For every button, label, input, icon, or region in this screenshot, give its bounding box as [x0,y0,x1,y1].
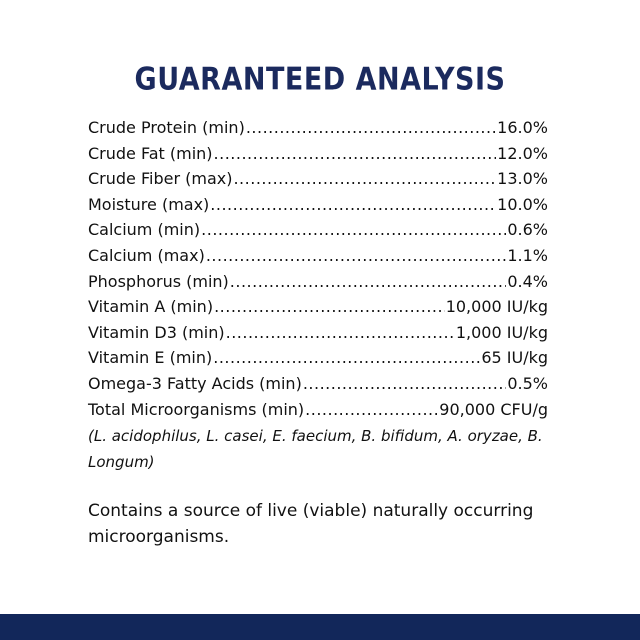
dot-leader [213,345,480,371]
analysis-label: Calcium (max) [88,245,205,265]
dot-leader [214,141,497,167]
analysis-row [88,115,548,141]
footer-band [0,614,640,640]
analysis-value: 1.1% [507,245,548,265]
analysis-value: 10.0% [497,194,548,214]
page-title: GUARANTEED ANALYSIS [134,62,506,98]
live-microorganisms-statement: Contains a source of live (viable) naturally occurring microorganisms. [88,501,534,547]
analysis-value: 12.0% [497,143,548,163]
dot-leader [230,269,507,295]
analysis-label: Total Microorganisms (min) [88,399,305,419]
dot-leader [206,243,507,269]
dot-leader [246,115,496,141]
analysis-row [88,294,548,320]
analysis-value: 10,000 IU/kg [445,297,548,317]
analysis-value: 65 IU/kg [481,348,548,368]
dot-leader [226,320,455,346]
dot-leader [233,166,496,192]
analysis-value: 0.4% [507,271,548,291]
analysis-label: Vitamin E (min) [88,348,213,368]
analysis-label: Vitamin D3 (min) [88,322,225,342]
analysis-label: Vitamin A (min) [88,297,214,317]
analysis-label: Moisture (max) [88,194,210,214]
analysis-value: 13.0% [497,169,548,189]
analysis-row [88,371,548,397]
dot-leader [201,217,506,243]
microorganisms-note: (L. acidophilus, L. casei, E. faecium, B. bifidum, A. oryzae, B. Longum) [88,427,543,472]
analysis-row [88,397,548,423]
analysis-row [88,345,548,371]
dot-leader [214,294,445,320]
analysis-label: Omega-3 Fatty Acids (min) [88,373,302,393]
analysis-label: Phosphorus (min) [88,271,229,291]
analysis-value: 16.0% [497,118,548,137]
dot-leader [305,397,438,423]
dot-leader [210,192,496,218]
analysis-label: Crude Protein (min) [88,118,245,137]
analysis-row [88,217,548,243]
analysis-row [88,166,548,192]
analysis-row [88,269,548,295]
analysis-row [88,192,548,218]
analysis-label: Crude Fiber (max) [88,169,233,189]
analysis-label: Crude Fat (min) [88,143,213,163]
analysis-value: 1,000 IU/kg [455,322,548,342]
analysis-value: 0.6% [507,220,548,240]
dot-leader [303,371,507,397]
analysis-row [88,320,548,346]
guaranteed-analysis-list [88,115,548,475]
analysis-value: 90,000 CFU/g [439,399,548,419]
analysis-value: 0.5% [507,373,548,393]
analysis-label: Calcium (min) [88,220,201,240]
analysis-row [88,243,548,269]
analysis-row [88,141,548,167]
